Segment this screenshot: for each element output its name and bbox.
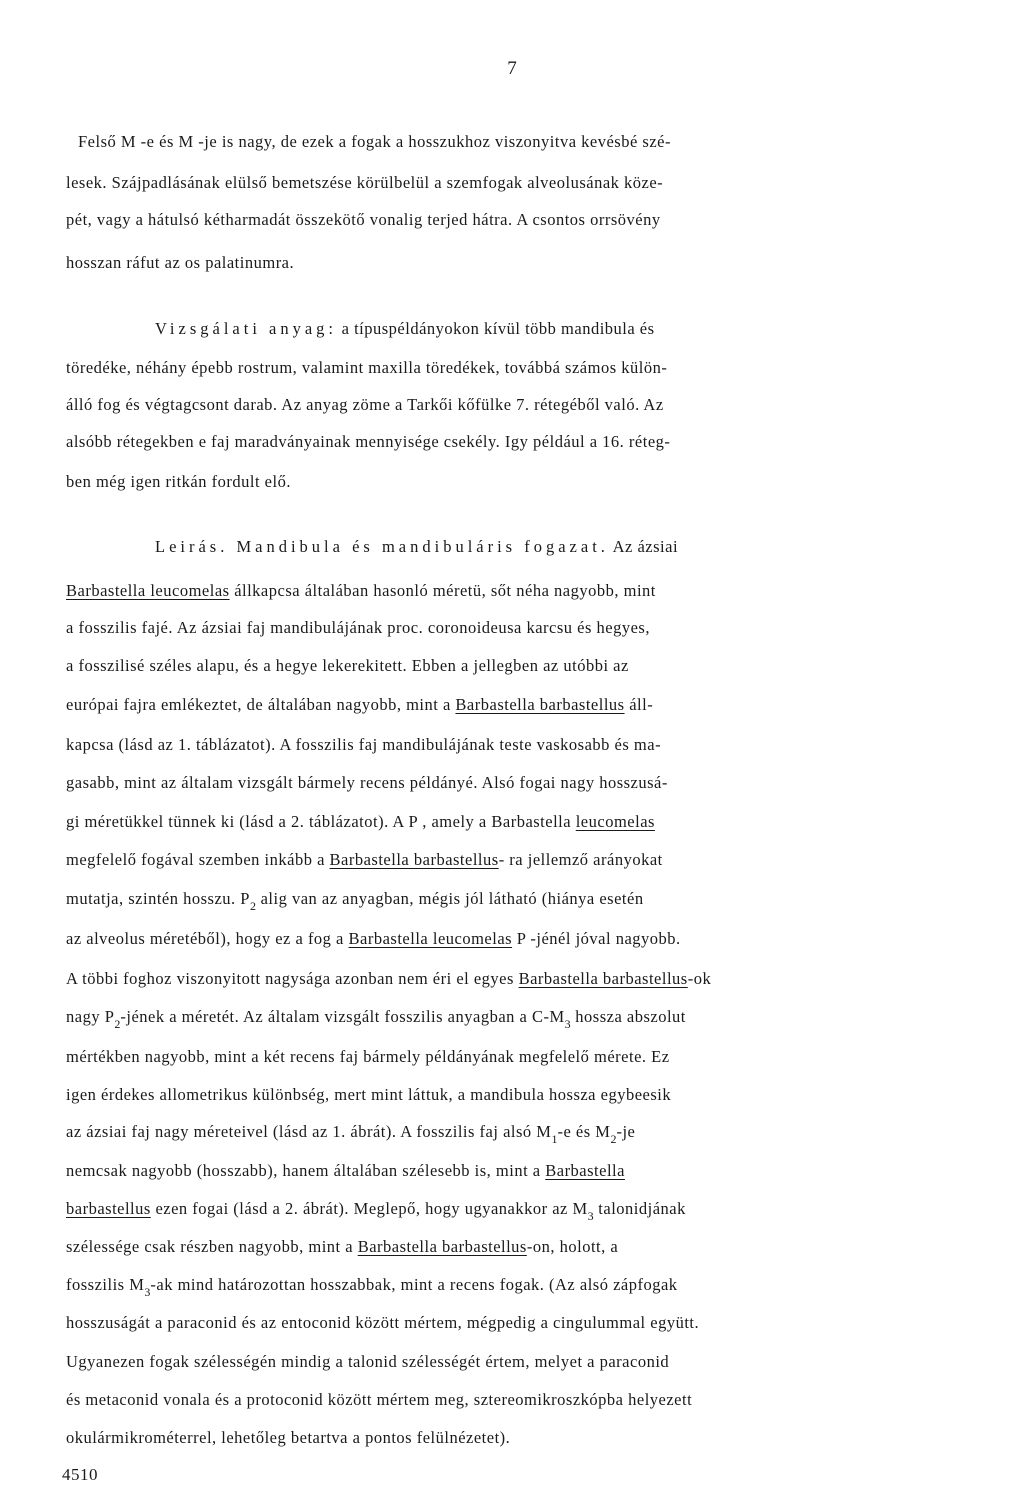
text-segment: igen érdekes allometrikus különbség, mert mint láttuk, a mandibula hossza egybeesik: [66, 1085, 672, 1104]
taxon-name: Barbastella barbastellus: [518, 969, 688, 988]
text-segment: hossza abszolut: [570, 1007, 686, 1026]
text-line: [0, 849, 1024, 871]
text-segment: állkapcsa általában hasonló méretü, sőt néha nagyobb, mint: [229, 581, 656, 600]
text-segment: gi méretükkel tünnek ki (lásd a 2. táblázatot). A P , amely a Barbastella: [66, 812, 576, 831]
text-segment: -ak mind határozottan hosszabbak, mint a recens fogak. (Az alsó zápfogak: [150, 1275, 678, 1294]
taxon-name: Barbastella barbastellus: [329, 850, 499, 869]
text-line: [0, 172, 1024, 194]
taxon-name: leucomelas: [575, 812, 655, 831]
text-segment: gasabb, mint az általam vizsgált bármely recens példányé. Alsó fogai nagy hosszusá-: [66, 773, 668, 792]
text-line: [0, 772, 1024, 794]
text-segment: mértékben nagyobb, mint a két recens faj bármely példányának megfelelő mérete. Ez: [66, 1047, 670, 1066]
text-segment: a fosszilisé széles alapu, és a hegye lekerekitett. Ebben a jellegben az utóbbi az: [66, 656, 629, 675]
text-segment: lesek. Szájpadlásának elülső bemetszése körülbelül a szemfogak alveolusának köze-: [66, 173, 664, 192]
text-segment: szélessége csak részben nagyobb, mint a: [66, 1237, 358, 1256]
text-line: [0, 1198, 1024, 1227]
text-segment: talonidjának: [593, 1199, 686, 1218]
text-segment: pét, vagy a hátulsó kétharmadát összekötő vonalig terjed hátra. A csontos orrsövény: [66, 210, 661, 229]
text-segment: -on, holott, a: [526, 1237, 619, 1256]
text-line: [0, 357, 1024, 379]
text-segment: és metaconid vonala és a protoconid között mértem meg, sztereomikroszkópba helyezett: [66, 1390, 693, 1409]
text-line: [0, 1084, 1024, 1106]
text-line: [0, 1236, 1024, 1258]
text-segment: - ra jellemző arányokat: [498, 850, 663, 869]
text-segment: Az ázsiai: [608, 537, 679, 556]
text-segment: áll-: [624, 695, 654, 714]
text-segment: megfelelő fogával szemben inkább a: [66, 850, 330, 869]
text-segment: az alveolus méretéből), hogy ez a fog a: [66, 929, 349, 948]
text-segment: hosszan ráfut az os palatinumra.: [66, 253, 295, 272]
taxon-name: Barbastella: [545, 1161, 625, 1180]
text-line: [0, 1160, 1024, 1182]
text-segment: hosszuságát a paraconid és az entoconid között mértem, mégpedig a cingulummal együtt.: [66, 1313, 700, 1332]
text-segment: álló fog és végtagcsont darab. Az anyag zöme a Tarkői kőfülke 7. rétegéből való. Az: [66, 395, 664, 414]
text-line: [0, 1351, 1024, 1373]
text-line: [0, 968, 1024, 990]
taxon-name: Barbastella leucomelas: [66, 581, 230, 600]
text-segment: Ugyanezen fogak szélességén mindig a talonid szélességét értem, melyet a paraconid: [66, 1352, 670, 1371]
text-line: [0, 1389, 1024, 1411]
taxon-name: Barbastella barbastellus: [455, 695, 625, 714]
text-segment: töredéke, néhány épebb rostrum, valamint maxilla töredékek, továbbá számos külön-: [66, 358, 668, 377]
text-segment: az ázsiai faj nagy méreteivel (lásd az 1. ábrát). A fosszilis faj alsó M: [66, 1122, 552, 1141]
text-line: [0, 252, 1024, 274]
text-segment: nagy P: [66, 1007, 115, 1026]
text-segment: ezen fogai (lásd a 2. ábrát). Meglepő, hogy ugyanakkor az M: [150, 1199, 588, 1218]
text-line: [0, 694, 1024, 716]
text-segment: európai fajra emlékeztet, de általában nagyobb, mint a: [66, 695, 456, 714]
text-segment: alsóbb rétegekben e faj maradványainak mennyisége csekély. Igy például a 16. réteg-: [66, 432, 671, 451]
text-segment: a típuspéldányokon kívül több mandibula és: [337, 319, 655, 338]
text-segment: a fosszilis fajé. Az ázsiai faj mandibulájának proc. coronoideusa karcsu és hegyes,: [66, 618, 650, 637]
taxon-name: Barbastella leucomelas: [348, 929, 513, 948]
text-line: [0, 536, 1024, 558]
text-line: [0, 1046, 1024, 1068]
text-line: [0, 394, 1024, 416]
subscript: 3: [587, 1209, 594, 1223]
text-segment: nemcsak nagyobb (hosszabb), hanem általában szélesebb is, mint a: [66, 1161, 546, 1180]
text-line: [0, 1312, 1024, 1334]
spaced-heading: Leirás. Mandibula és mandibuláris fogazat.: [155, 537, 609, 556]
text-line: [0, 1427, 1024, 1449]
text-line: [0, 209, 1024, 231]
text-line: [0, 471, 1024, 493]
text-segment: -ok: [687, 969, 712, 988]
text-segment: ben még igen ritkán fordult elő.: [66, 472, 291, 491]
text-segment: Felső M -e és M -je is nagy, de ezek a fogak a hosszukhoz viszonyitva kevésbé szé-: [78, 132, 671, 151]
text-segment: okulármikrométerrel, lehetőleg betartva a pontos felülnézetet).: [66, 1428, 511, 1447]
footer-number: 4510: [62, 1465, 98, 1484]
taxon-name: barbastellus: [66, 1199, 151, 1218]
text-line: [0, 431, 1024, 453]
text-line: [0, 811, 1024, 833]
subscript: 3: [564, 1017, 571, 1031]
text-line: [0, 131, 1024, 153]
text-line: [0, 580, 1024, 602]
text-segment: -jének a méretét. Az általam vizsgált fosszilis anyagban a C-M: [120, 1007, 565, 1026]
spaced-heading: Vizsgálati anyag:: [155, 319, 338, 338]
subscript: 3: [144, 1285, 151, 1299]
text-segment: alig van az anyagban, mégis jól látható (hiánya esetén: [255, 889, 644, 908]
text-segment: A többi foghoz viszonyitott nagysága azonban nem éri el egyes: [66, 969, 519, 988]
subscript: 2: [114, 1017, 121, 1031]
page-number: 7: [507, 58, 517, 79]
text-segment: P -jénél jóval nagyobb.: [512, 929, 681, 948]
text-segment: -je: [616, 1122, 636, 1141]
text-line: [0, 734, 1024, 756]
subscript: 2: [249, 899, 256, 913]
text-segment: -e és M: [557, 1122, 611, 1141]
text-line: [0, 1274, 1024, 1303]
text-line: [0, 1006, 1024, 1035]
text-line: [0, 888, 1024, 917]
text-segment: mutatja, szintén hosszu. P: [66, 889, 250, 908]
text-line: [0, 318, 1024, 340]
text-line: [0, 617, 1024, 639]
text-line: [0, 928, 1024, 950]
text-segment: kapcsa (lásd az 1. táblázatot). A fosszilis faj mandibulájának teste vaskosabb és ma-: [66, 735, 662, 754]
text-line: [0, 655, 1024, 677]
subscript: 1: [551, 1132, 558, 1146]
taxon-name: Barbastella barbastellus: [357, 1237, 527, 1256]
subscript: 2: [610, 1132, 617, 1146]
text-segment: fosszilis M: [66, 1275, 145, 1294]
text-line: [0, 1121, 1024, 1150]
